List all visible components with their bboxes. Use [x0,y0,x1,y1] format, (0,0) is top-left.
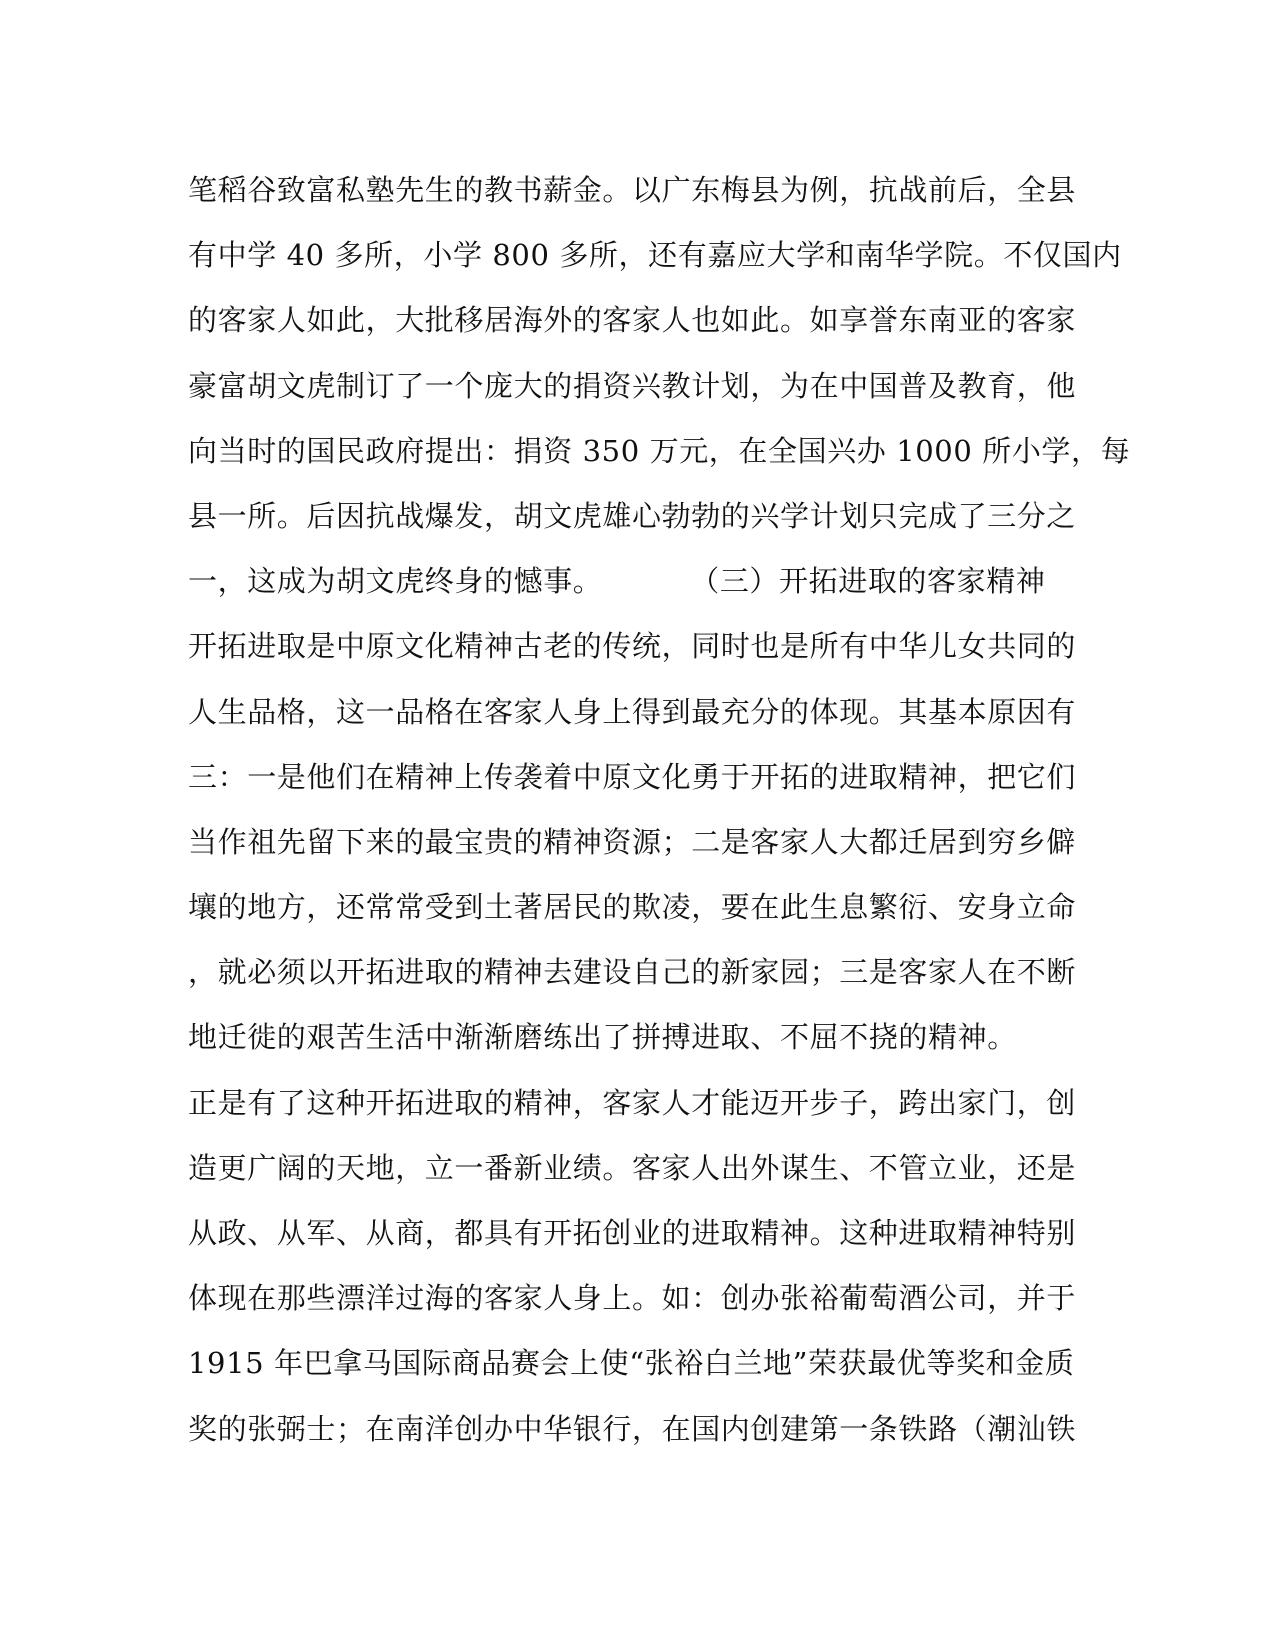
text-line-8: 开拓进取是中原文化精神古老的传统，同时也是所有中华儿女共同的 [188,629,1077,664]
text-line-13: ，就必须以开拓进取的精神去建设自己的新家园；三是客家人在不断 [188,955,1077,990]
text-line-14: 地迁徙的艰苦生活中渐渐磨练出了拼搏进取、不屈不挠的精神。 [188,1020,1017,1055]
text-line-5: 向当时的国民政府提出：捐资 350 万元，在全国兴办 1000 所小学，每 [188,433,1131,468]
text-line-17: 从政、从军、从商，都具有开拓创业的进取精神。这种进取精神特别 [188,1216,1077,1250]
body-text [188,158,1131,1462]
text-line-2: 有中学 40 多所，小学 800 多所，还有嘉应大学和南华学院。不仅国内 [188,238,1122,273]
section-heading: （三）开拓进取的客家精神 [690,564,1046,599]
text-line-1: 笔稻谷致富私塾先生的教书薪金。以广东梅县为例，抗战前后，全县 [188,173,1077,207]
text-line-10: 三：一是他们在精神上传袭着中原文化勇于开拓的进取精神，把它们 [188,759,1077,794]
text-line-18: 体现在那些漂洋过海的客家人身上。如：创办张裕葡萄酒公司，并于 [188,1281,1077,1316]
text-line-4: 豪富胡文虎制订了一个庞大的捐资兴教计划，为在中国普及教育，他 [188,368,1077,403]
text-line-19: 1915 年巴拿马国际商品赛会上使“张裕白兰地”荣获最优等奖和金质 [188,1346,1075,1381]
text-line-15: 正是有了这种开拓进取的精神，客家人才能迈开步子，跨出家门，创 [188,1085,1077,1120]
text-line-7-body: 一，这成为胡文虎终身的憾事。 [188,564,603,599]
text-line-6: 县一所。后因抗战爆发，胡文虎雄心勃勃的兴学计划只完成了三分之 [188,498,1077,533]
text-line-3: 的客家人如此，大批移居海外的客家人也如此。如享誉东南亚的客家 [188,303,1077,338]
text-line-12: 壤的地方，还常常受到土著居民的欺凌，要在此生息繁衍、安身立命 [188,890,1077,925]
text-line-9: 人生品格，这一品格在客家人身上得到最充分的体现。其基本原因有 [188,694,1077,729]
text-line-11: 当作祖先留下来的最宝贵的精神资源；二是客家人大都迁居到穷乡僻 [188,824,1077,859]
text-line-20: 奖的张弼士；在南洋创办中华银行，在国内创建第一条铁路（潮汕铁 [188,1411,1077,1446]
text-line-7 [188,549,1088,614]
text-line-16: 造更广阔的天地，立一番新业绩。客家人出外谋生、不管立业，还是 [188,1150,1077,1185]
